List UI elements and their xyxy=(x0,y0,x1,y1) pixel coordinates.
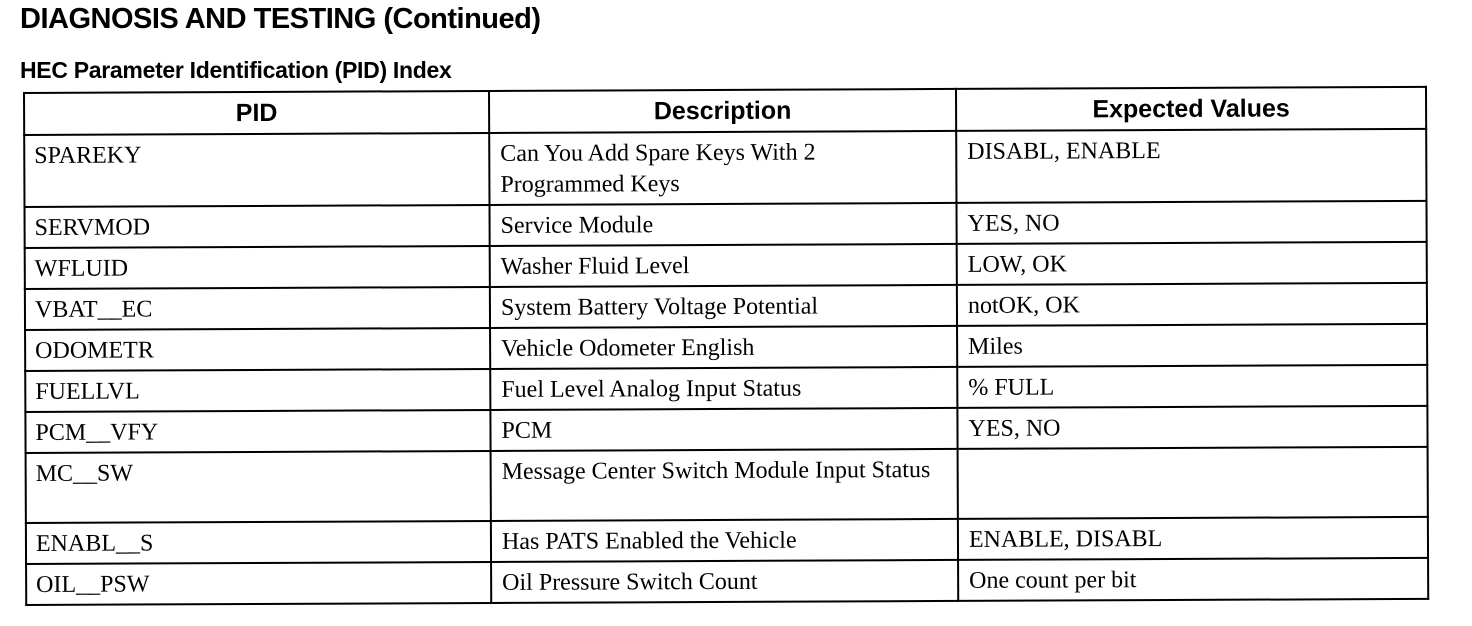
cell-expected: YES, NO xyxy=(956,201,1426,244)
cell-pid: WFLUID xyxy=(25,246,490,289)
table-row xyxy=(24,129,1426,207)
cell-description: Vehicle Odometer English xyxy=(490,326,957,369)
cell-expected: LOW, OK xyxy=(957,242,1427,285)
table-row xyxy=(25,406,1427,453)
section-title: HEC Parameter Identification (PID) Index xyxy=(20,57,452,83)
cell-description: Message Center Switch Module Input Status xyxy=(491,449,958,521)
table-row xyxy=(25,324,1427,371)
cell-description: Has PATS Enabled the Vehicle xyxy=(491,519,958,562)
table-row xyxy=(25,201,1427,248)
cell-expected: ENABLE, DISABL xyxy=(958,517,1428,560)
cell-pid: MC__SW xyxy=(26,451,491,523)
cell-expected: % FULL xyxy=(957,365,1427,408)
cell-description: Can You Add Spare Keys With 2 Programmed Keys xyxy=(489,131,956,205)
header-pid: PID xyxy=(24,91,489,135)
table-row xyxy=(25,283,1427,330)
cell-expected: notOK, OK xyxy=(957,283,1427,326)
cell-pid: VBAT__EC xyxy=(25,287,490,330)
cell-pid: SPAREKY xyxy=(24,133,489,207)
cell-pid: FUELLVL xyxy=(25,369,490,412)
cell-description: Oil Pressure Switch Count xyxy=(491,560,958,603)
cell-expected: One count per bit xyxy=(958,558,1428,601)
cell-pid: PCM__VFY xyxy=(25,410,490,453)
cell-pid: ENABL__S xyxy=(26,521,491,564)
cell-pid: SERVMOD xyxy=(25,205,490,248)
cell-description: Fuel Level Analog Input Status xyxy=(490,367,957,410)
cell-description: Washer Fluid Level xyxy=(490,244,957,287)
cell-description: PCM xyxy=(490,408,957,451)
cell-description: Service Module xyxy=(489,203,956,246)
cell-expected xyxy=(958,447,1428,519)
header-expected-values: Expected Values xyxy=(956,87,1426,131)
table-header-row xyxy=(24,87,1426,135)
cell-description: System Battery Voltage Potential xyxy=(490,285,957,328)
table-row xyxy=(25,242,1427,289)
pid-table xyxy=(23,86,1429,606)
cell-expected: YES, NO xyxy=(957,406,1427,449)
table-row xyxy=(25,365,1427,412)
table-row xyxy=(26,447,1428,523)
table-row xyxy=(26,558,1428,605)
cell-pid: ODOMETR xyxy=(25,328,490,371)
cell-expected: DISABL, ENABLE xyxy=(956,129,1426,203)
cell-expected: Miles xyxy=(957,324,1427,367)
table-row xyxy=(26,517,1428,564)
page-title: DIAGNOSIS AND TESTING (Continued) xyxy=(20,3,541,35)
cell-pid: OIL__PSW xyxy=(26,562,491,605)
header-description: Description xyxy=(489,89,956,133)
